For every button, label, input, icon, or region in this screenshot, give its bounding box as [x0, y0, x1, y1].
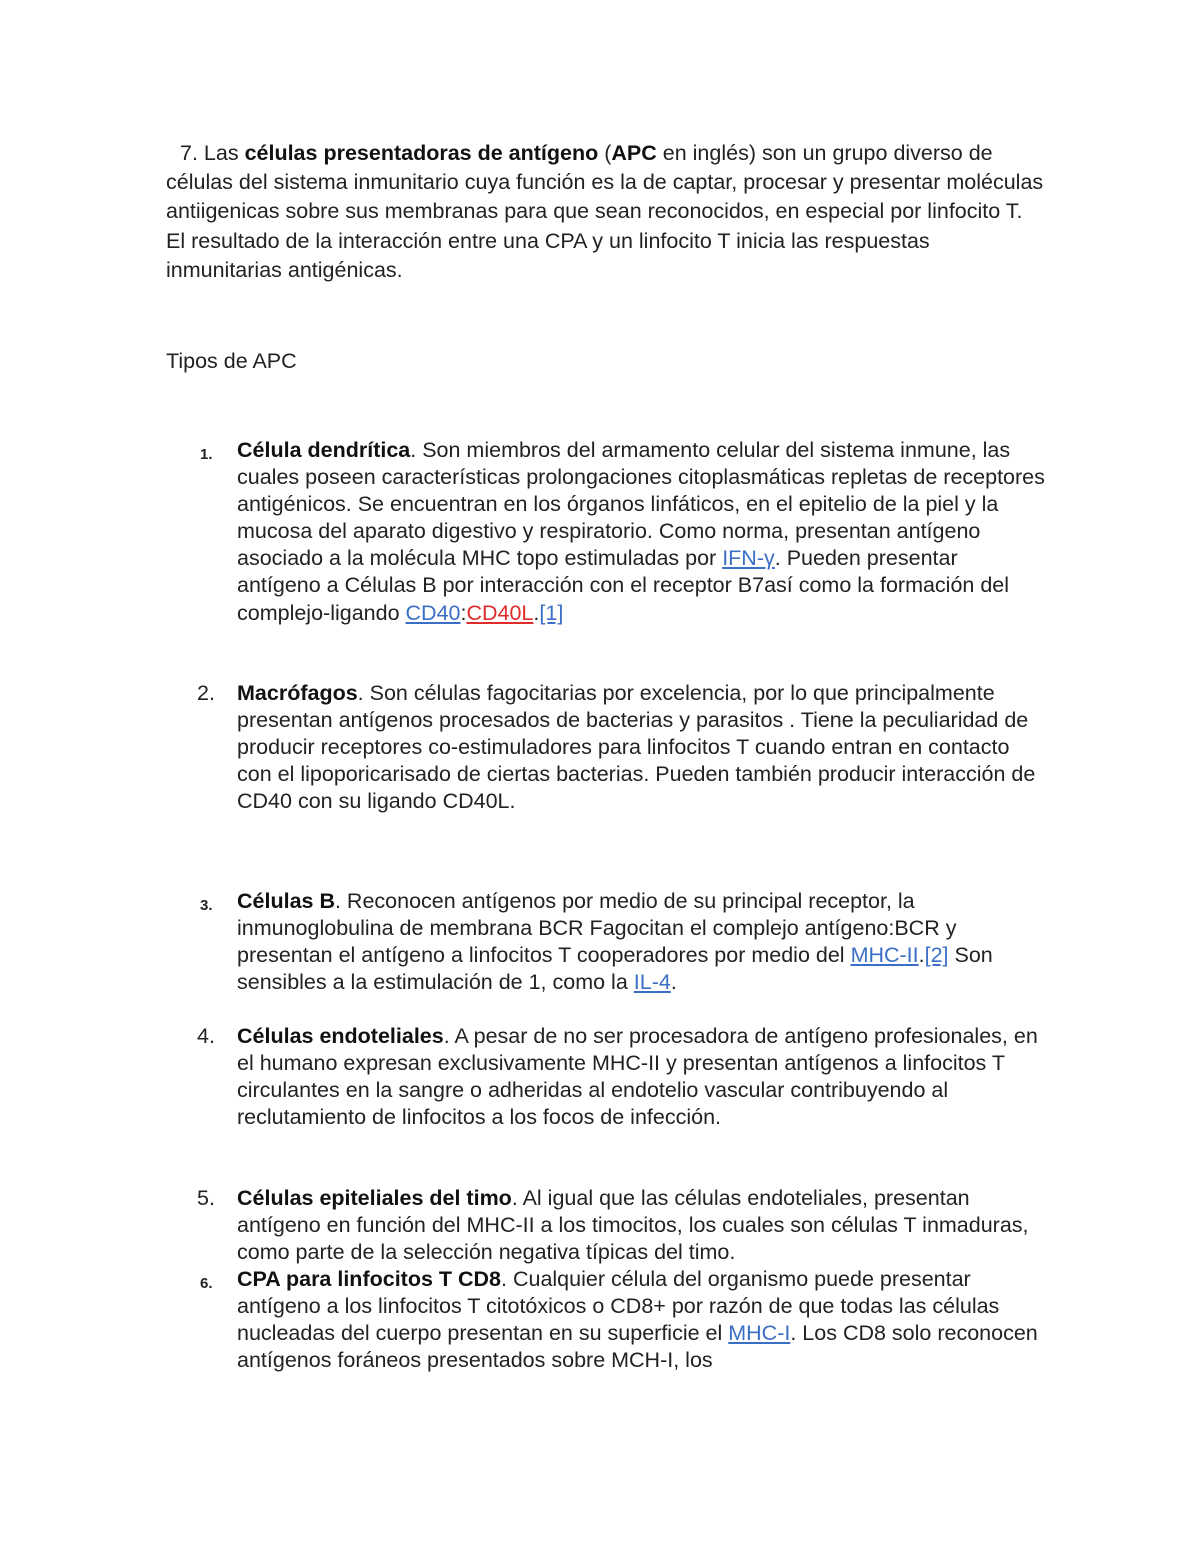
link-mhc-ii[interactable]: MHC-II: [850, 943, 919, 968]
link-ifn-gamma[interactable]: IFN-γ: [722, 546, 775, 571]
list-number: 1.: [200, 446, 213, 463]
list-item-thymic-epithelial: 5. Células epiteliales del timo. Al igual que las células endoteliales, presentan antígeno en función del MHC-II a los timocitos, los cuales son células T inmaduras, como parte de la selección negativa típicas del timo.: [197, 1186, 1029, 1265]
item-title: Célula dendrítica: [237, 438, 411, 462]
list-number: 2.: [197, 681, 215, 705]
intro-bold-abbrev: APC: [611, 141, 657, 165]
link-cd40[interactable]: CD40: [405, 600, 461, 625]
intro-bold-term: células presentadoras de antígeno: [244, 141, 599, 165]
item-title: Células B: [237, 889, 335, 913]
list-number: 6.: [200, 1275, 213, 1292]
item-title: CPA para linfocitos T CD8: [237, 1267, 502, 1291]
link-cd40l[interactable]: CD40L: [466, 600, 534, 625]
reference-link-1[interactable]: [1]: [539, 600, 564, 625]
link-il-4[interactable]: IL-4: [633, 970, 671, 995]
intro-number: 7.: [180, 141, 198, 165]
reference-link-2[interactable]: [2]: [924, 943, 949, 968]
list-item-cd8-apc: 6. CPA para linfocitos T CD8. Cualquier célula del organismo puede presentar antígeno a los linfocitos T citotóxicos o CD8+ por razón de que todas las células nucleadas del cuerpo presentan en su superficie el MHC-I. Los CD8 solo reconocen antígenos foráneos presentados sobre MCH-I, los: [200, 1267, 1038, 1373]
list-item-macrophages: 2. Macrófagos. Son células fagocitarias por excelencia, por lo que principalmente presentan antígenos procesados de bacterias y parasitos . Tiene la peculiaridad de producir receptores co-estimuladores para linfocitos T cuando entran en contacto con el lipoporicarisado de ciertas bacterias. Pueden también producir interacción de CD40 con su ligando CD40L.: [197, 681, 1036, 814]
list-number: 5.: [197, 1186, 215, 1210]
link-mhc-i[interactable]: MHC-I: [728, 1321, 791, 1346]
item-title: Macrófagos: [237, 681, 358, 705]
section-subheading: Tipos de APC: [166, 349, 297, 373]
list-item-b-cells: 3. Células B. Reconocen antígenos por medio de su principal receptor, la inmunoglobulina de membrana BCR Fagocitan el complejo antígeno:BCR y presentan el antígeno a linfocitos T cooperadores por medio del MHC-II.[2] Son sensibles a la estimulación de 1, como la IL-4.: [200, 889, 993, 995]
item-title: Células epiteliales del timo: [237, 1186, 512, 1210]
list-item-endothelial: 4. Células endoteliales. A pesar de no ser procesadora de antígeno profesionales, en el humano expresan exclusivamente MHC-II y presentan antígenos a linfocitos T circulantes en la sangre o adheridas al endotelio vascular contribuyendo al reclutamiento de linfocitos a los focos de infección.: [197, 1024, 1038, 1130]
intro-paragraph: 7. Las células presentadoras de antígeno (APC en inglés) son un grupo diverso de células del sistema inmunitario cuya función es la de captar, procesar y presentar moléculas antiigenicas sobre sus membranas para que sean reconocidos, en especial por linfocito T. El resultado de la interacción entre una CPA y un linfocito T inicia las respuestas inmunitarias antigénicas.: [166, 141, 1044, 282]
item-title: Células endoteliales: [237, 1024, 444, 1048]
list-number: 4.: [197, 1024, 215, 1048]
list-item-dendritic: 1. Célula dendrítica. Son miembros del armamento celular del sistema inmune, las cuales poseen características prolongaciones citoplasmáticas repletas de receptores antigénicos. Se encuentran en los órganos linfáticos, en el epitelio de la piel y la mucosa del aparato digestivo y respiratorio. Como norma, presentan antígeno asociado a la molécula MHC topo estimuladas por IFN-γ. Pueden presentar antígeno a Células B por interacción con el receptor B7así como la formación del complejo-ligando CD40:CD40L.[1]: [200, 438, 1045, 625]
list-number: 3.: [200, 897, 213, 914]
